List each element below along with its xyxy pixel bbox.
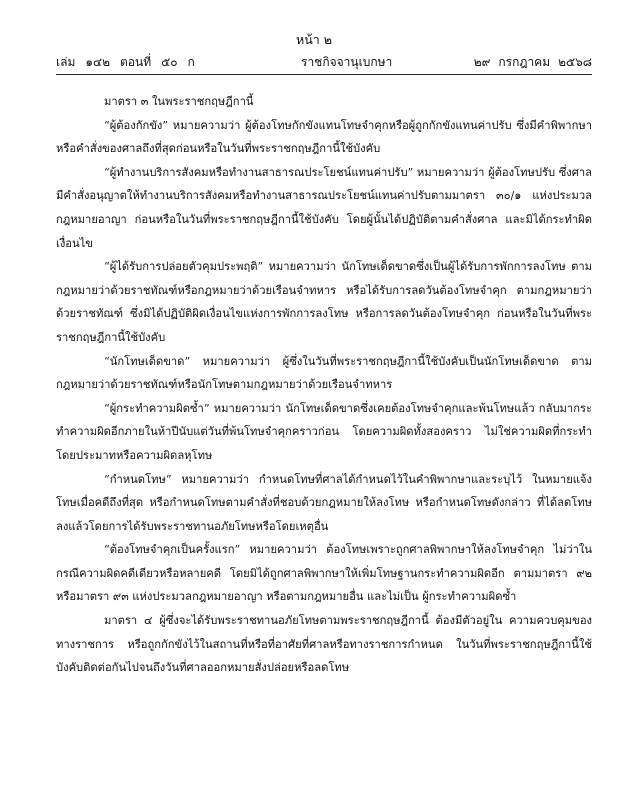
gazette-header (56, 53, 592, 73)
publication-name: ราชกิจจานุเบกษา (301, 55, 393, 69)
date-month: กรกฎาคม (498, 55, 551, 69)
part-number: ๕๐ (161, 55, 178, 69)
definition-community-service: “ผู้ทำงานบริการสังคมหรือทำงานสาธารณประโยชน์แทนค่าปรับ” หมายความว่า ผู้ต้องโทษปรับ ซึ่งศาลมีคำสั่งอนุญาตให้ทำงานบริการสังคมหรือทำงานสาธารณประโยชน์แทนค่าปรับตามมาตรา ๓๐/๑ แห่งประมวลกฎหมายอาญา ก่อนหรือในวันที่พระราชกฤษฎีกานี้ใช้บังคับ โดยผู้นั้นได้ปฏิบัติตามคำสั่งศาล และมิได้กระทำผิดเงื่อนไข (56, 165, 592, 250)
volume-label: เล่ม (56, 55, 76, 69)
definition-repeat-offender: “ผู้กระทำความผิดซ้ำ” หมายความว่า นักโทษเด็ดขาดซึ่งเคยต้องโทษจำคุกและพ้นโทษแล้ว กลับมากระทำความผิดอีกภายในห้าปีนับแต่วันที่พ้นโทษจำคุกคราวก่อน โดยความผิดทั้งสองคราว ไม่ใช่ความผิดที่กระทำโดยประมาทหรือความผิดลหุโทษ (56, 401, 592, 462)
document-body (56, 90, 592, 680)
definition-detainee: “ผู้ต้องกักขัง” หมายความว่า ผู้ต้องโทษกักขังแทนโทษจำคุกหรือผู้ถูกกักขังแทนค่าปรับ ซึ่งมีคำพิพากษาหรือคำสั่งของศาลถึงที่สุดก่อนหรือในวันที่พระราชกฤษฎีกานี้ใช้บังคับ (56, 118, 592, 156)
date-year: ๒๕๖๘ (558, 55, 592, 69)
header-divider (56, 74, 592, 75)
section-4-text: มาตรา ๔ ผู้ซึ่งจะได้รับพระราชทานอภัยโทษตามพระราชกฤษฎีกานี้ ต้องมีตัวอยู่ใน ความควบคุมของทางราชการ หรือถูกกักขังไว้ในสถานที่หรือที่อาศัยที่ศาลหรือทางราชการกำหนด ในวันที่พระราชกฤษฎีกานี้ใช้บังคับติดต่อกันไปจนถึงวันที่ศาลออกหมายสั่งปล่อยหรือลดโทษ (56, 614, 592, 675)
definition-sentence: “กำหนดโทษ” หมายความว่า กำหนดโทษที่ศาลได้กำหนดไว้ในคำพิพากษาและระบุไว้ ในหมายแจ้งโทษเมื่อคดีถึงที่สุด หรือกำหนดโทษตามคำสั่งที่ชอบด้วยกฎหมายให้ลงโทษ หรือกำหนดโทษดังกล่าว ที่ได้ลดโทษลงแล้วโดยการได้รับพระราชทานอภัยโทษหรือโดยเหตุอื่น (56, 472, 592, 533)
section-letter: ก (187, 55, 195, 69)
page-number: หน้า ๒ (295, 32, 333, 47)
header-date (466, 53, 592, 72)
volume-number: ๑๔๒ (85, 55, 110, 69)
date-day: ๒๙ (473, 55, 491, 69)
part-label: ตอนที่ (119, 55, 152, 69)
section-3-heading: มาตรา ๓ ในพระราชกฤษฎีกานี้ (104, 95, 254, 108)
definition-parolee: “ผู้ได้รับการปล่อยตัวคุมประพฤติ” หมายความว่า นักโทษเด็ดขาดซึ่งเป็นผู้ได้รับการพักการลงโทษ ตามกฎหมายว่าด้วยราชทัณฑ์หรือกฎหมายว่าด้วยเรือนจำทหาร หรือได้รับการลดวันต้องโทษจำคุก ตามกฎหมายว่าด้วยราชทัณฑ์ ซึ่งมิได้ปฏิบัติผิดเงื่อนไขแห่งการพักการลงโทษ หรือการลดวันต้องโทษจำคุก ก่อนหรือในวันที่พระราชกฤษฎีกานี้ใช้บังคับ (56, 260, 592, 344)
definition-convict: “นักโทษเด็ดขาด” หมายความว่า ผู้ซึ่งในวันที่พระราชกฤษฎีกานี้ใช้บังคับเป็นนักโทษเด็ดขาด ตามกฎหมายว่าด้วยราชทัณฑ์หรือนักโทษตามกฎหมายว่าด้วยเรือนจำทหาร (56, 354, 592, 392)
header-volume-part (56, 53, 205, 72)
definition-first-imprisonment: “ต้องโทษจำคุกเป็นครั้งแรก” หมายความว่า ต้องโทษเพราะถูกศาลพิพากษาให้ลงโทษจำคุก ไม่ว่าในกรณีความผิดคดีเดียวหรือหลายคดี โดยมิได้ถูกศาลพิพากษาให้เพิ่มโทษฐานกระทำความผิดอีก ตามมาตรา ๙๒ หรือมาตรา ๙๓ แห่งประมวลกฎหมายอาญา หรือตามกฎหมายอื่น และไม่เป็น ผู้กระทำความผิดซ้ำ (56, 543, 592, 604)
